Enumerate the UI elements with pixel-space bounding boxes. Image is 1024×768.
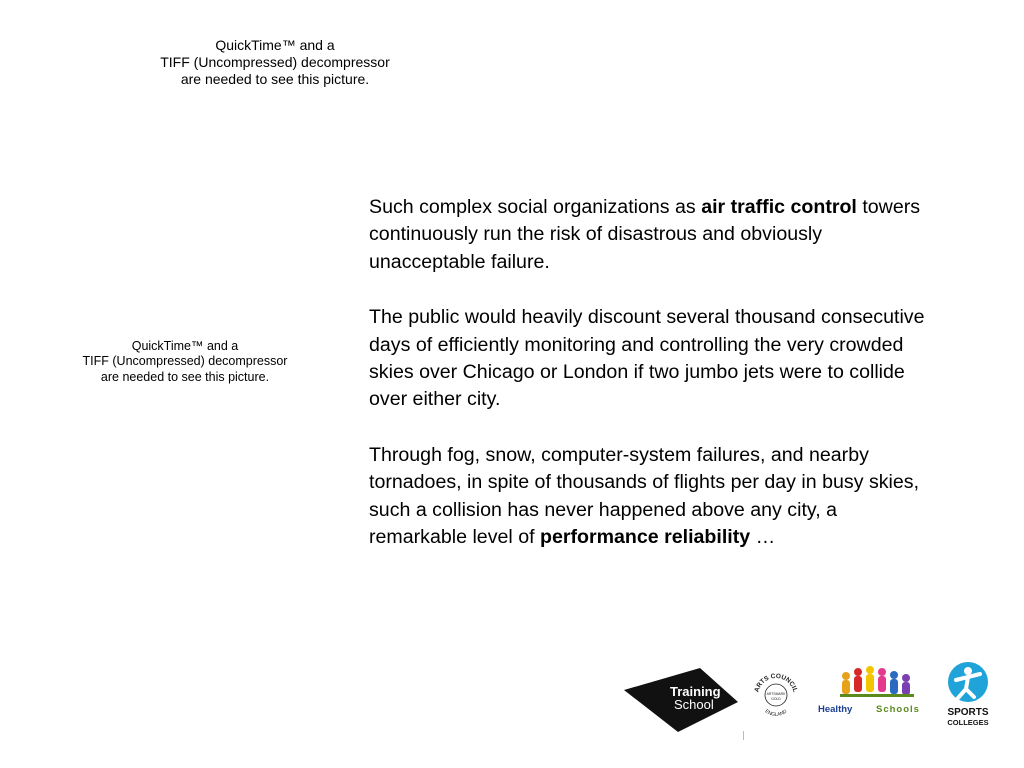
schools-word: Schools (876, 704, 920, 715)
arts-council-logo (750, 668, 802, 720)
healthy-word: Healthy (818, 704, 853, 715)
training-school-line1: Training (670, 684, 721, 699)
placeholder-line: QuickTime™ and a (215, 37, 335, 53)
emphasis-air-traffic-control: air traffic control (701, 196, 857, 218)
arts-council-bottom-text: ENGLAND (763, 708, 789, 719)
placeholder-line: are needed to see this picture. (100, 369, 270, 384)
placeholder-line: QuickTime™ and a (131, 339, 239, 353)
quicktime-placeholder-middle (40, 339, 330, 385)
emphasis-performance-reliability: performance reliability (539, 526, 751, 549)
svg-text:ARTS COUNCIL (753, 673, 798, 693)
slide-body-text (369, 194, 929, 579)
training-school-logo (624, 668, 738, 732)
quicktime-placeholder-top (110, 37, 440, 88)
paragraph-public-discount: The public would heavily discount several thousand consecutive days of efficiently monitoring and controlling the very crowded skies over Chicago or London if two jumbo jets were to collide over either city. (369, 306, 925, 411)
training-school-line2: School (674, 697, 714, 712)
text-run: towers continuously run the risk of disastrous and obviously unacceptable failure. (369, 196, 921, 273)
text-run: Through fog, snow, computer-system failures, and nearby tornadoes, in spite of thousands of flights per day in busy skies, such a collision has never happened above any city, a remarkable level of (369, 443, 920, 549)
text-run: Such complex social organizations as (369, 196, 702, 218)
arts-council-top-text: ARTS COUNCIL (753, 672, 799, 694)
svg-text:ENGLAND (764, 708, 789, 718)
placeholder-line: TIFF (Uncompressed) decompressor (82, 354, 288, 369)
placeholder-line: are needed to see this picture. (180, 71, 370, 88)
placeholder-line: TIFF (Uncompressed) decompressor (160, 54, 390, 71)
text-run: … (750, 526, 776, 549)
sports-word: SPORTS (947, 707, 989, 718)
children-figures-icon (840, 666, 914, 697)
colleges-word: COLLEGES (947, 718, 989, 727)
gold-text: GOLD (771, 697, 781, 701)
paragraph-air-traffic (369, 194, 929, 276)
divider-tick (743, 731, 744, 740)
healthy-schools-logo (816, 662, 934, 718)
sports-colleges-logo (944, 660, 992, 728)
artsmark-text: ARTSMARK (766, 692, 786, 696)
paragraph-reliability (369, 442, 929, 552)
